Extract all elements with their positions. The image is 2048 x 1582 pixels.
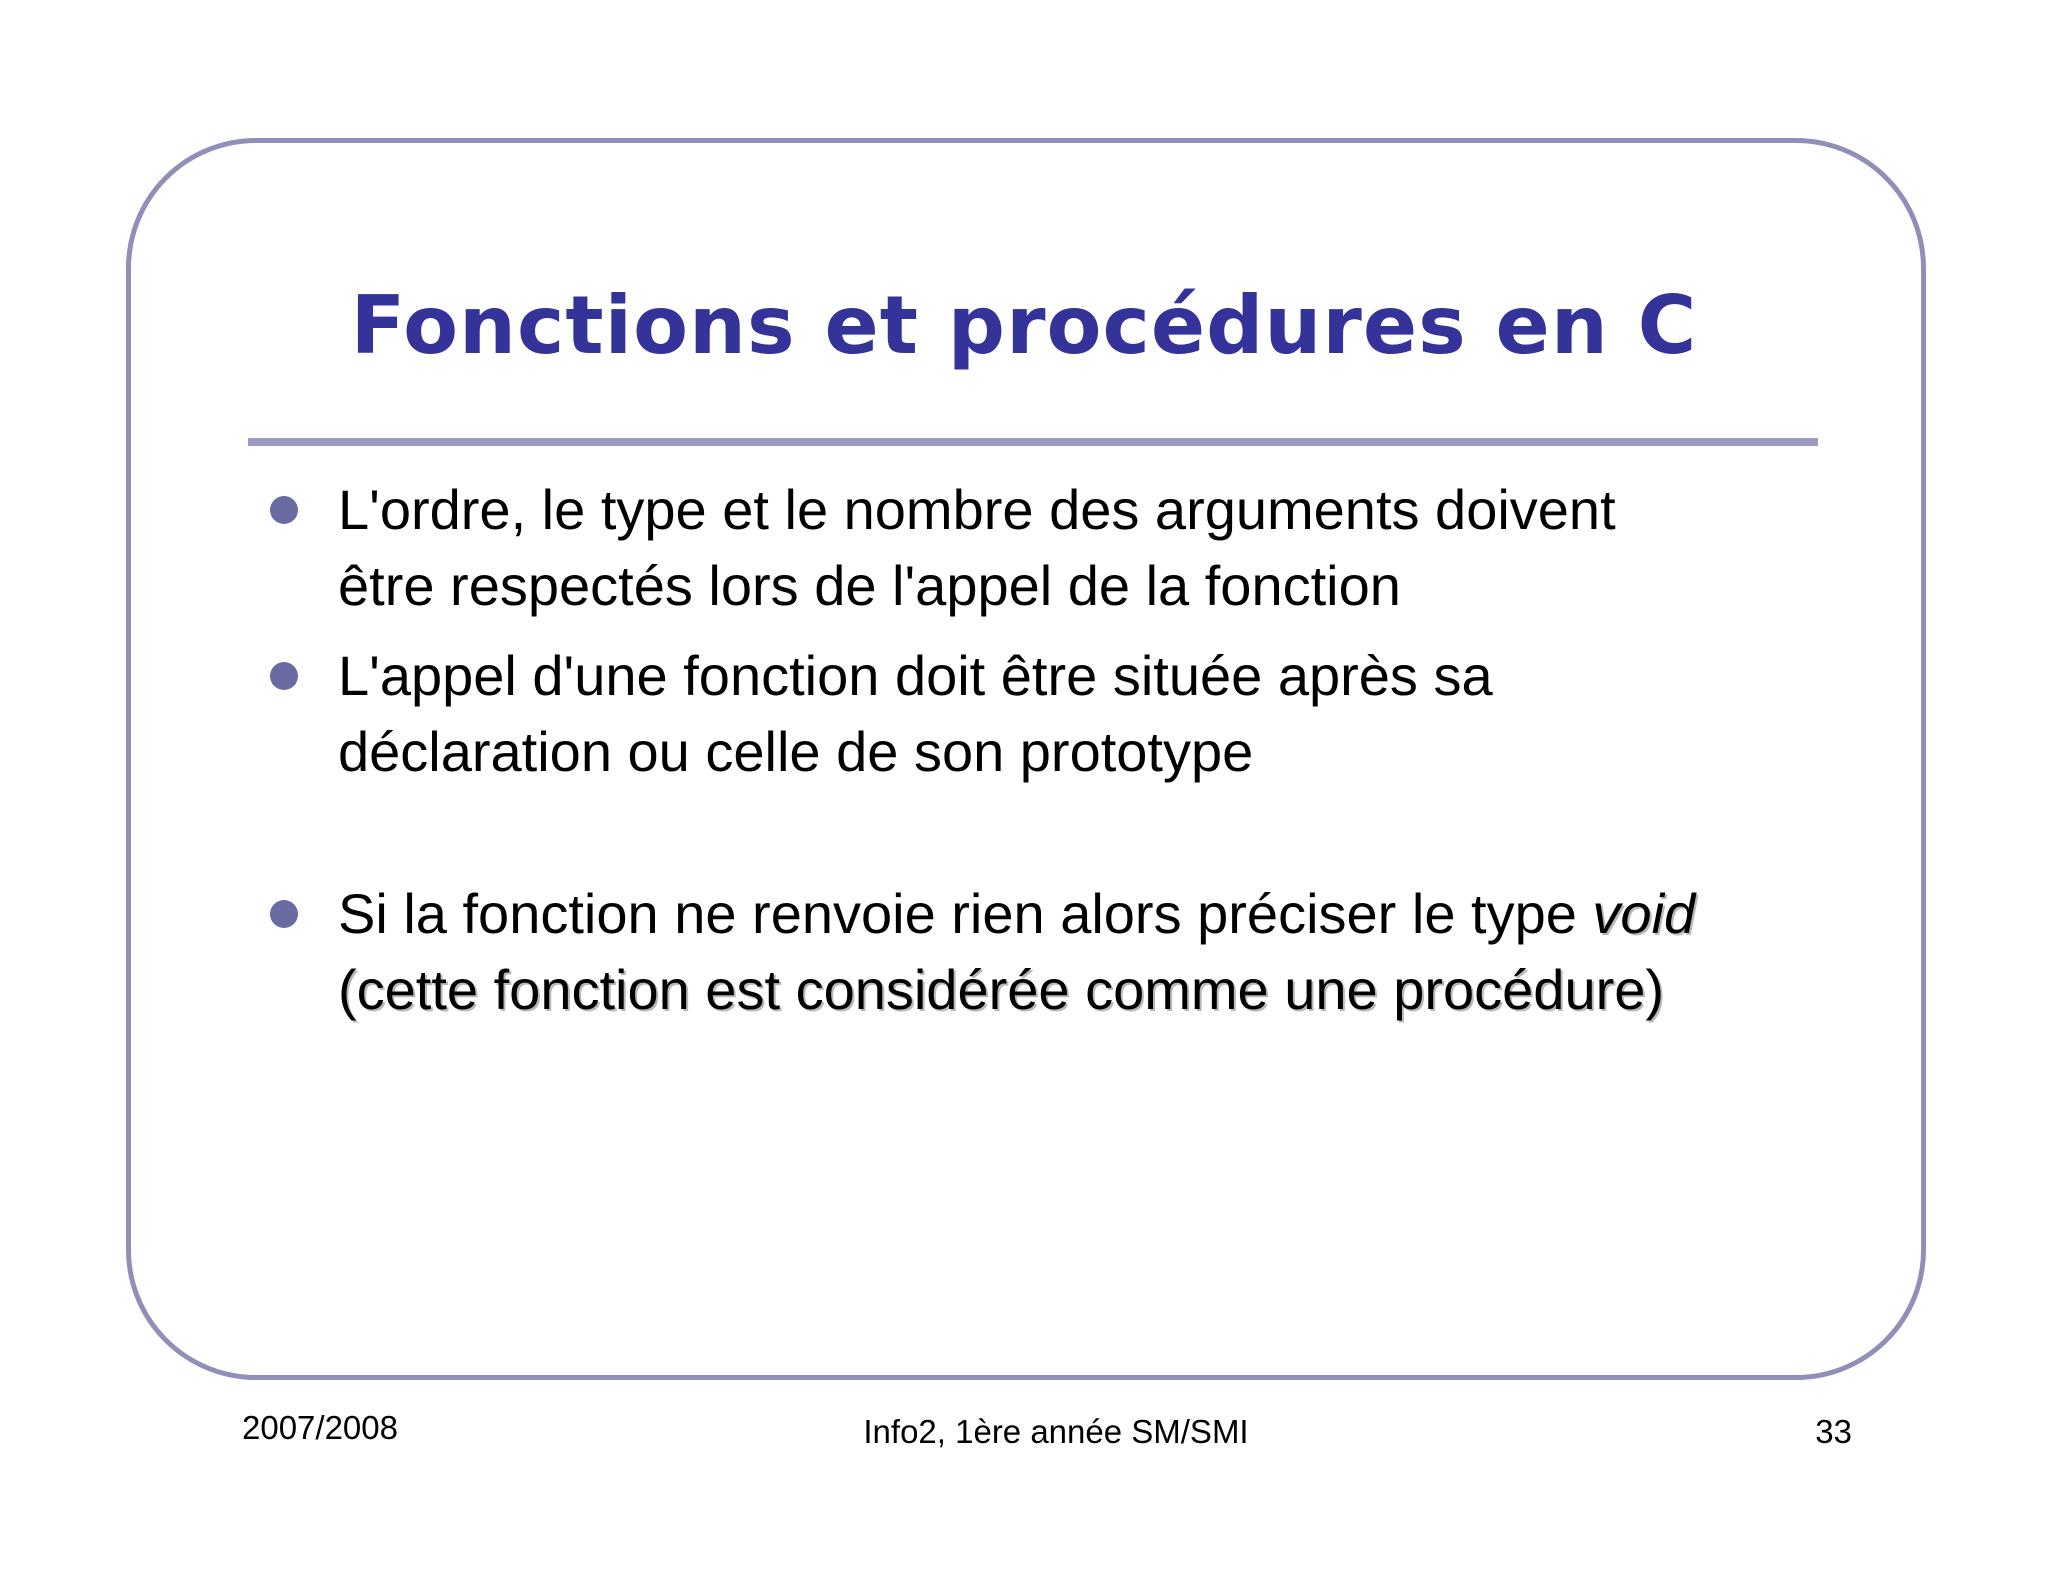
bullet-dot-icon xyxy=(270,900,298,928)
bullet-2-line-2: déclaration ou celle de son prototype xyxy=(338,720,1254,783)
slide-title: Fonctions et procédures en C xyxy=(350,279,1698,372)
bullet-3-line-2: (cette fonction est considérée comme une procédure) xyxy=(338,958,1665,1021)
footer-course: Info2, 1ère année SM/SMI xyxy=(863,1413,1249,1450)
title-divider xyxy=(248,438,1818,446)
bullet-text-2 xyxy=(338,638,1878,790)
void-keyword: void xyxy=(1592,882,1696,945)
bullet-text-1 xyxy=(338,472,1878,624)
bullet-text-3 xyxy=(338,876,1878,1028)
bullet-3-line-1 xyxy=(338,876,1878,952)
bullet-3-prefix: Si la fonction ne renvoie rien alors préciser le type xyxy=(338,882,1593,945)
bullet-2-line-1: L'appel d'une fonction doit être située après sa xyxy=(338,644,1493,707)
bullet-dot-icon xyxy=(270,496,298,524)
footer-date: 2007/2008 xyxy=(242,1409,398,1446)
bullet-1-line-1: L'ordre, le type et le nombre des arguments doivent xyxy=(338,478,1616,541)
page-number: 33 xyxy=(1815,1413,1852,1450)
bullet-1-line-2: être respectés lors de l'appel de la fonction xyxy=(338,554,1401,617)
bullet-dot-icon xyxy=(270,662,298,690)
